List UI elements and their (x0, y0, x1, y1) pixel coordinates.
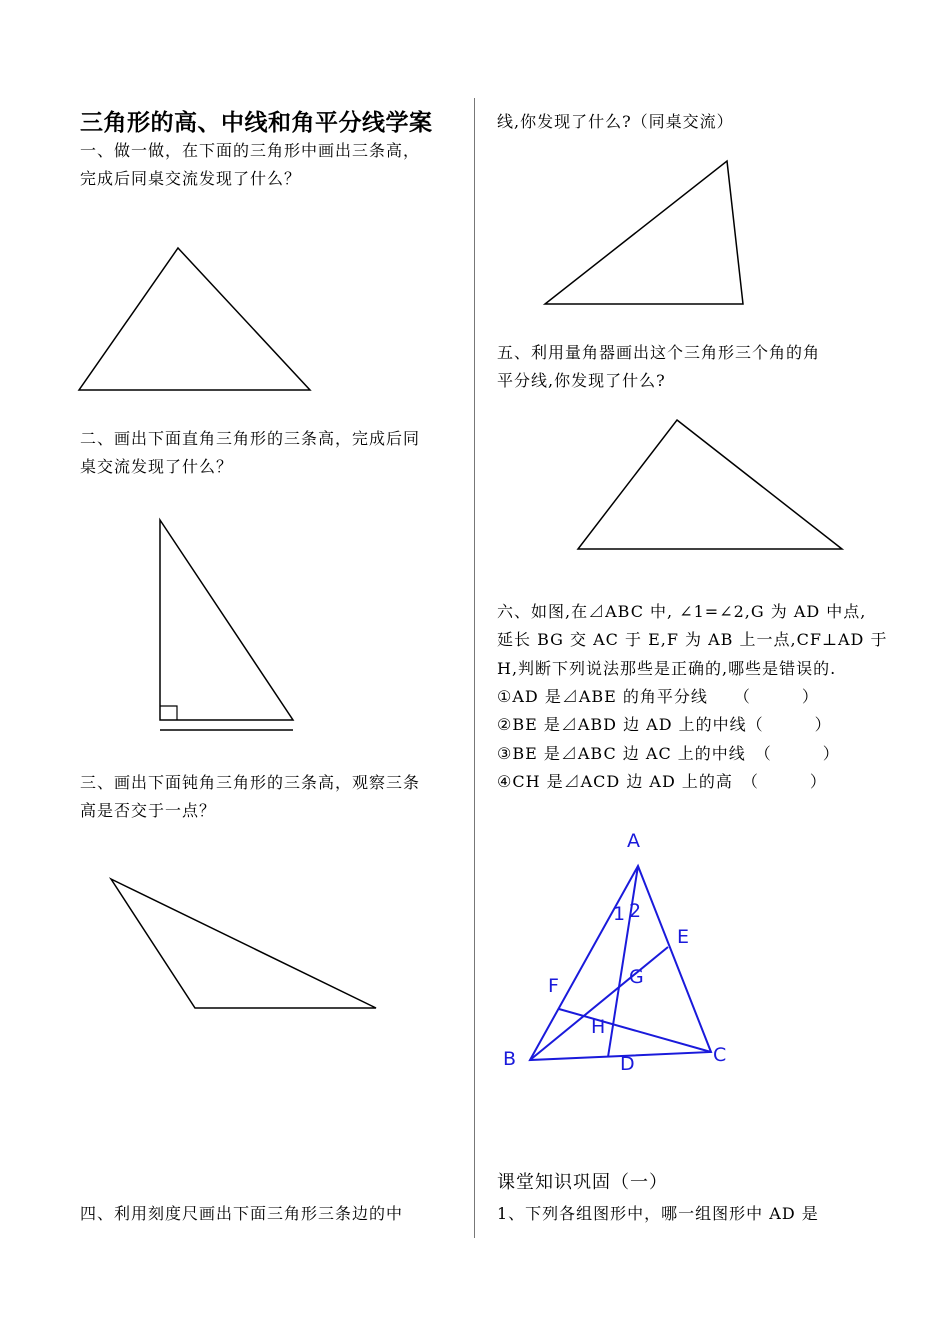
statement-4: ④CH 是⊿ACD 边 AD 上的高 （ ） (497, 772, 827, 791)
label-c: C (713, 1044, 727, 1066)
label-b: B (503, 1048, 517, 1070)
q6-line3: H,判断下列说法那些是正确的,哪些是错误的. (497, 659, 837, 678)
right-triangle-figure (150, 515, 310, 740)
column-divider (474, 98, 475, 1238)
q3-line1: 三、画出下面钝角三角形的三条高，观察三条 (80, 773, 421, 792)
label-h: H (591, 1016, 606, 1038)
q6-line2: 延长 BG 交 AC 于 E,F 为 AB 上一点,CF⊥AD 于 (497, 630, 888, 649)
segment-cf (559, 1009, 711, 1052)
geometry-figure-abc (490, 820, 750, 1080)
q6-line1: 六、如图,在⊿ABC 中, ∠1=∠2,G 为 AD 中点, (497, 602, 867, 621)
page-title: 三角形的高、中线和角平分线学案 (80, 110, 433, 136)
q4-line2: 线,你发现了什么?（同桌交流） (497, 112, 734, 131)
right-triangle (160, 520, 293, 720)
q1-line1: 一、做一做，在下面的三角形中画出三条高， (80, 141, 421, 160)
q7-line1: 1、下列各组图形中，哪一组图形中 AD 是 (497, 1204, 819, 1223)
triangle-abc (530, 866, 711, 1060)
q5-line1: 五、利用量角器画出这个三角形三个角的角 (497, 343, 821, 362)
label-a: A (627, 830, 640, 852)
q3-line2: 高是否交于一点？ (80, 801, 217, 820)
right-angle-mark (160, 706, 177, 720)
section-title: 课堂知识巩固（一） (497, 1172, 668, 1193)
q5-line2: 平分线,你发现了什么? (497, 371, 666, 390)
label-e: E (677, 926, 690, 948)
label-angle-1: 1 (613, 903, 626, 925)
q1-line2: 完成后同桌交流发现了什么？ (80, 169, 302, 188)
q2-line1: 二、画出下面直角三角形的三条高，完成后同 (80, 429, 421, 448)
obtuse-triangle (111, 879, 376, 1008)
label-d: D (620, 1053, 635, 1075)
q4-line1: 四、利用刻度尺画出下面三角形三条边的中 (80, 1204, 404, 1223)
median-triangle-figure (535, 150, 755, 315)
label-g: G (629, 966, 644, 988)
statement-3: ③BE 是⊿ABC 边 AC 上的中线 （ ） (497, 744, 840, 763)
statement-1: ①AD 是⊿ABE 的角平分线 （ ） (497, 687, 819, 706)
acute-triangle (79, 248, 310, 390)
bisector-triangle-figure (570, 412, 850, 557)
bisector-triangle (578, 420, 842, 549)
label-angle-2: 2 (629, 900, 642, 922)
statement-2: ②BE 是⊿ABD 边 AD 上的中线（ ） (497, 715, 832, 734)
label-f: F (548, 975, 559, 997)
acute-triangle-figure (70, 240, 320, 400)
obtuse-triangle-figure (100, 870, 390, 1020)
median-triangle (545, 161, 743, 304)
q2-line2: 桌交流发现了什么？ (80, 457, 234, 476)
segment-be (530, 947, 668, 1060)
